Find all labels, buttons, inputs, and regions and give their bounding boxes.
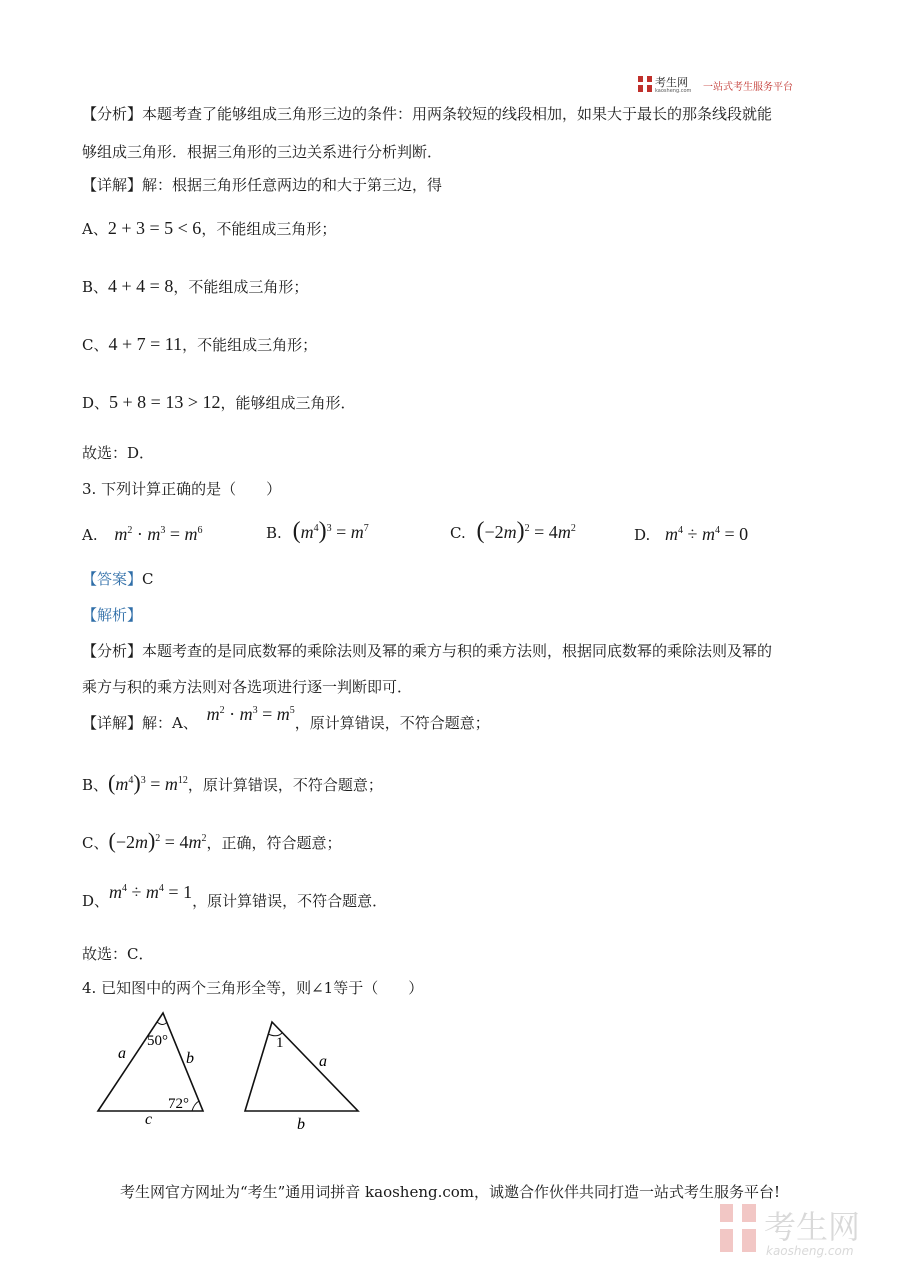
option-label: D.: [634, 526, 651, 544]
q3-detail-c: [82, 828, 341, 854]
option-comment: ，能够组成三角形．: [220, 394, 356, 412]
angle-50-label: 50°: [147, 1033, 168, 1049]
logo-icon: [638, 75, 700, 93]
q3-answer: [82, 568, 154, 589]
q2-option-d: [82, 392, 356, 413]
side-a-label: a: [118, 1045, 126, 1062]
option-label: B.: [266, 524, 282, 542]
q3-analysis-line2: 乘方与积的乘方法则对各选项进行逐一判断即可．: [82, 678, 413, 696]
q3-stem: 3. 下列计算正确的是（ ）: [82, 480, 282, 498]
watermark-logo: [716, 1200, 891, 1262]
q4-figure: [90, 1005, 370, 1135]
detail-comment: ，原计算错误，不符合题意；: [294, 714, 490, 732]
header-logo: [638, 75, 700, 93]
watermark-domain: kaosheng.com: [766, 1244, 854, 1258]
q3-detail-b: [82, 770, 383, 796]
option-label: D、: [82, 394, 110, 412]
triangle-1-right-arc: [192, 1101, 199, 1111]
q2-option-b: [82, 276, 308, 297]
side-c-label: c: [145, 1111, 153, 1128]
detail-math: $m^4 \div m^4 = 1$: [109, 882, 193, 902]
q4-stem: 4. 已知图中的两个三角形全等，则∠1等于（ ）: [82, 979, 424, 997]
option-label: C.: [450, 524, 466, 542]
detail-comment: ，原计算错误，不符合题意．: [192, 892, 388, 910]
option-label: B、: [82, 278, 109, 296]
option-comment: ，不能组成三角形；: [201, 220, 337, 238]
q3-detail-d: [82, 882, 388, 911]
detail-prefix: 【详解】解：A、: [82, 714, 198, 732]
option-comment: ，不能组成三角形；: [173, 278, 309, 296]
detail-math: $(m^4)^3 = m^{12}$: [108, 770, 188, 795]
option-math: $(m^4)^3 = m^7$: [292, 518, 369, 544]
option-label: C、: [82, 336, 109, 354]
option-math: $(-2m)^2 = 4m^2$: [476, 518, 576, 544]
detail-comment: ，正确，符合题意；: [206, 834, 342, 852]
triangle-1-top-arc: [157, 1022, 167, 1025]
angle-1-label: 1: [276, 1035, 284, 1051]
answer-value: C: [142, 570, 154, 588]
q3-option-a: [82, 524, 203, 545]
option-label: A、: [82, 220, 108, 238]
q3-detail-a: [82, 704, 490, 733]
detail-math: $m^2 \cdot m^3 = m^5$: [206, 704, 295, 724]
detail-label: C、: [82, 834, 109, 852]
watermark-text: 考生网: [764, 1208, 861, 1246]
detail-math: $(-2m)^2 = 4m^2$: [108, 828, 207, 853]
option-math: $m^2 \cdot m^3 = m^6$: [114, 524, 203, 544]
footer-text: 考生网官方网址为“考生”通用词拼音 kaosheng.com，诚邀合作伙伴共同打造一站式考生服务平台!: [119, 1183, 781, 1201]
option-math: 5 + 8 = 13 > 12: [109, 392, 221, 412]
side-b-label: b: [186, 1050, 194, 1067]
option-label: A.: [82, 526, 98, 544]
q3-analysis-tag: 【解析】: [82, 606, 143, 624]
answer-tag: 【答案】: [82, 570, 143, 588]
q3-choose: 故选：C．: [82, 945, 154, 963]
q2-choose: 故选：D．: [82, 444, 155, 462]
side-a-label: a: [319, 1053, 327, 1070]
angle-72-label: 72°: [168, 1096, 189, 1112]
q2-analysis-line1: 【分析】本题考查了能够组成三角形三边的条件：用两条较短的线段相加，如果大于最长的那条线段就能: [82, 105, 773, 123]
option-math: $m^4 \div m^4 = 0$: [665, 524, 749, 544]
detail-label: D、: [82, 892, 110, 910]
q2-option-a: [82, 218, 336, 239]
detail-label: B、: [82, 776, 109, 794]
q3-analysis-line1: 【分析】本题考查的是同底数幂的乘除法则及幂的乘方与积的乘方法则，根据同底数幂的乘除法则及幂的: [82, 642, 773, 660]
logo-text: 考生网: [655, 76, 688, 89]
q2-option-c: [82, 334, 317, 355]
detail-comment: ，原计算错误，不符合题意；: [187, 776, 383, 794]
header-slogan: 一站式考生服务平台: [703, 82, 793, 93]
q3-option-b: [266, 518, 369, 545]
option-math: 4 + 4 = 8: [108, 276, 174, 296]
triangle-2: [245, 1022, 358, 1111]
side-b-label: b: [297, 1116, 305, 1133]
logo-domain: kaosheng.com: [655, 88, 692, 93]
q3-option-c: [450, 518, 576, 545]
q2-detail-intro: 【详解】解：根据三角形任意两边的和大于第三边，得: [82, 176, 443, 194]
q3-option-d: [634, 524, 748, 545]
q2-analysis-line2: 够组成三角形．根据三角形的三边关系进行分析判断．: [82, 143, 443, 161]
option-math: 4 + 7 = 11: [108, 334, 183, 354]
option-comment: ，不能组成三角形；: [182, 336, 318, 354]
option-math: 2 + 3 = 5 < 6: [107, 218, 202, 238]
